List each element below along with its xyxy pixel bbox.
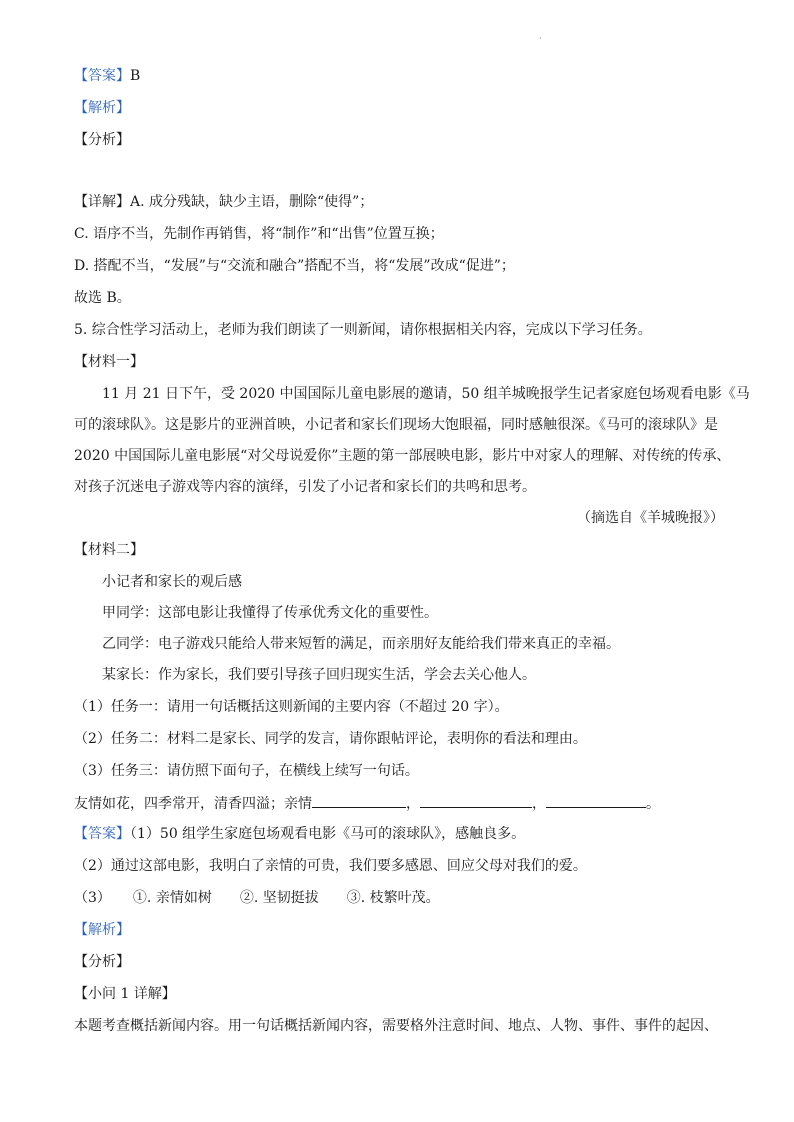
answer-2: （2）通过这部电影，我明白了亲情的可贵，我们要多感恩、回应父母对我们的爱。	[74, 858, 587, 874]
answer-line-2	[74, 824, 734, 844]
material-2-line: 某家长：作为家长，我们要引导孩子回归现实生活，学会去关心他人。	[102, 667, 536, 683]
material-2-line: 甲同学：这部电影让我懂得了传承优秀文化的重要性。	[102, 605, 438, 621]
answer-3-item: ③. 枝繁叶茂。	[346, 890, 440, 906]
answer-value: B	[130, 68, 141, 84]
analysis-label: 【解析】	[74, 100, 130, 116]
task-3: （3）任务三：请仿照下面句子，在横线上续写一句话。	[74, 763, 419, 779]
answer-1: （1）50 组学生家庭包场观看电影《马可的滚球队》，感触良多。	[130, 826, 526, 842]
material-2-heading: 小记者和家长的观后感	[102, 574, 242, 590]
fill-blank-sentence	[74, 793, 734, 814]
blank-2[interactable]	[420, 793, 532, 808]
answer-3	[74, 888, 734, 908]
material-2-title: 【材料二】	[74, 542, 144, 558]
comma: ，	[406, 796, 420, 812]
answer-label: 【答案】	[74, 826, 130, 842]
material-2-line: 乙同学：电子游戏只能给人带来短暂的满足，而亲朋好友能给我们带来真正的幸福。	[102, 636, 620, 652]
task-1: （1）任务一：请用一句话概括这则新闻的主要内容（不超过 20 字）。	[74, 699, 509, 715]
material-1-line: 可的滚球队》。这是影片的亚洲首映，小记者和家长们现场大饱眼福，同时感触很深。《马可的滚球队》是	[74, 417, 718, 433]
detail-text: 本题考查概括新闻内容。用一句话概括新闻内容，需要格外注意时间、地点、人物、事件、事件的起因、	[74, 1018, 718, 1034]
comma: ，	[532, 796, 546, 812]
answer-3-prefix: （3）	[74, 890, 111, 906]
material-1-title: 【材料一】	[74, 354, 144, 370]
answer-line-1	[74, 66, 734, 86]
detail-a: 【详解】A. 成分残缺，缺少主语，删除“使得”；	[74, 194, 374, 210]
page-mark: ·	[539, 34, 542, 43]
fill-blank-text: 友情如花，四季常开，清香四溢；亲情	[74, 796, 312, 812]
answer-3-item: ①. 亲情如树	[132, 890, 212, 906]
analysis-label: 【解析】	[74, 922, 130, 938]
period: 。	[646, 796, 660, 812]
answer-3-item: ②. 坚韧挺拔	[239, 890, 319, 906]
fenxi-label: 【分析】	[74, 132, 130, 148]
blank-3[interactable]	[546, 793, 646, 808]
task-2: （2）任务二：材料二是家长、同学的发言，请你跟帖评论，表明你的看法和理由。	[74, 731, 587, 747]
blank-1[interactable]	[312, 793, 406, 808]
material-1-source: （摘选自《羊城晚报》）	[577, 510, 724, 526]
sub-question-1-heading: 【小问 1 详解】	[74, 986, 176, 1002]
detail-conclusion: 故选 B。	[74, 290, 131, 306]
fenxi-label: 【分析】	[74, 954, 130, 970]
material-1-line: 对孩子沉迷电子游戏等内容的演绎，引发了小记者和家长们的共鸣和思考。	[74, 479, 536, 495]
detail-d: D. 搭配不当，“发展”与“交流和融合”搭配不当，将“发展”改成“促进”；	[74, 258, 515, 274]
material-1-line: 11 月 21 日下午，受 2020 中国国际儿童电影展的邀请，50 组羊城晚报学生记者家庭包场观看电影《马	[102, 386, 750, 402]
question-5: 5. 综合性学习活动上，老师为我们朗读了一则新闻，请你根据相关内容，完成以下学习任务。	[74, 322, 652, 338]
answer-label: 【答案】	[74, 68, 130, 84]
detail-c: C. 语序不当，先制作再销售，将“制作”和“出售”位置互换；	[74, 226, 444, 242]
material-1-line: 2020 中国国际儿童电影展“对父母说爱你”主题的第一部展映电影，影片中对家人的理解、对传统的传承、	[74, 448, 731, 464]
